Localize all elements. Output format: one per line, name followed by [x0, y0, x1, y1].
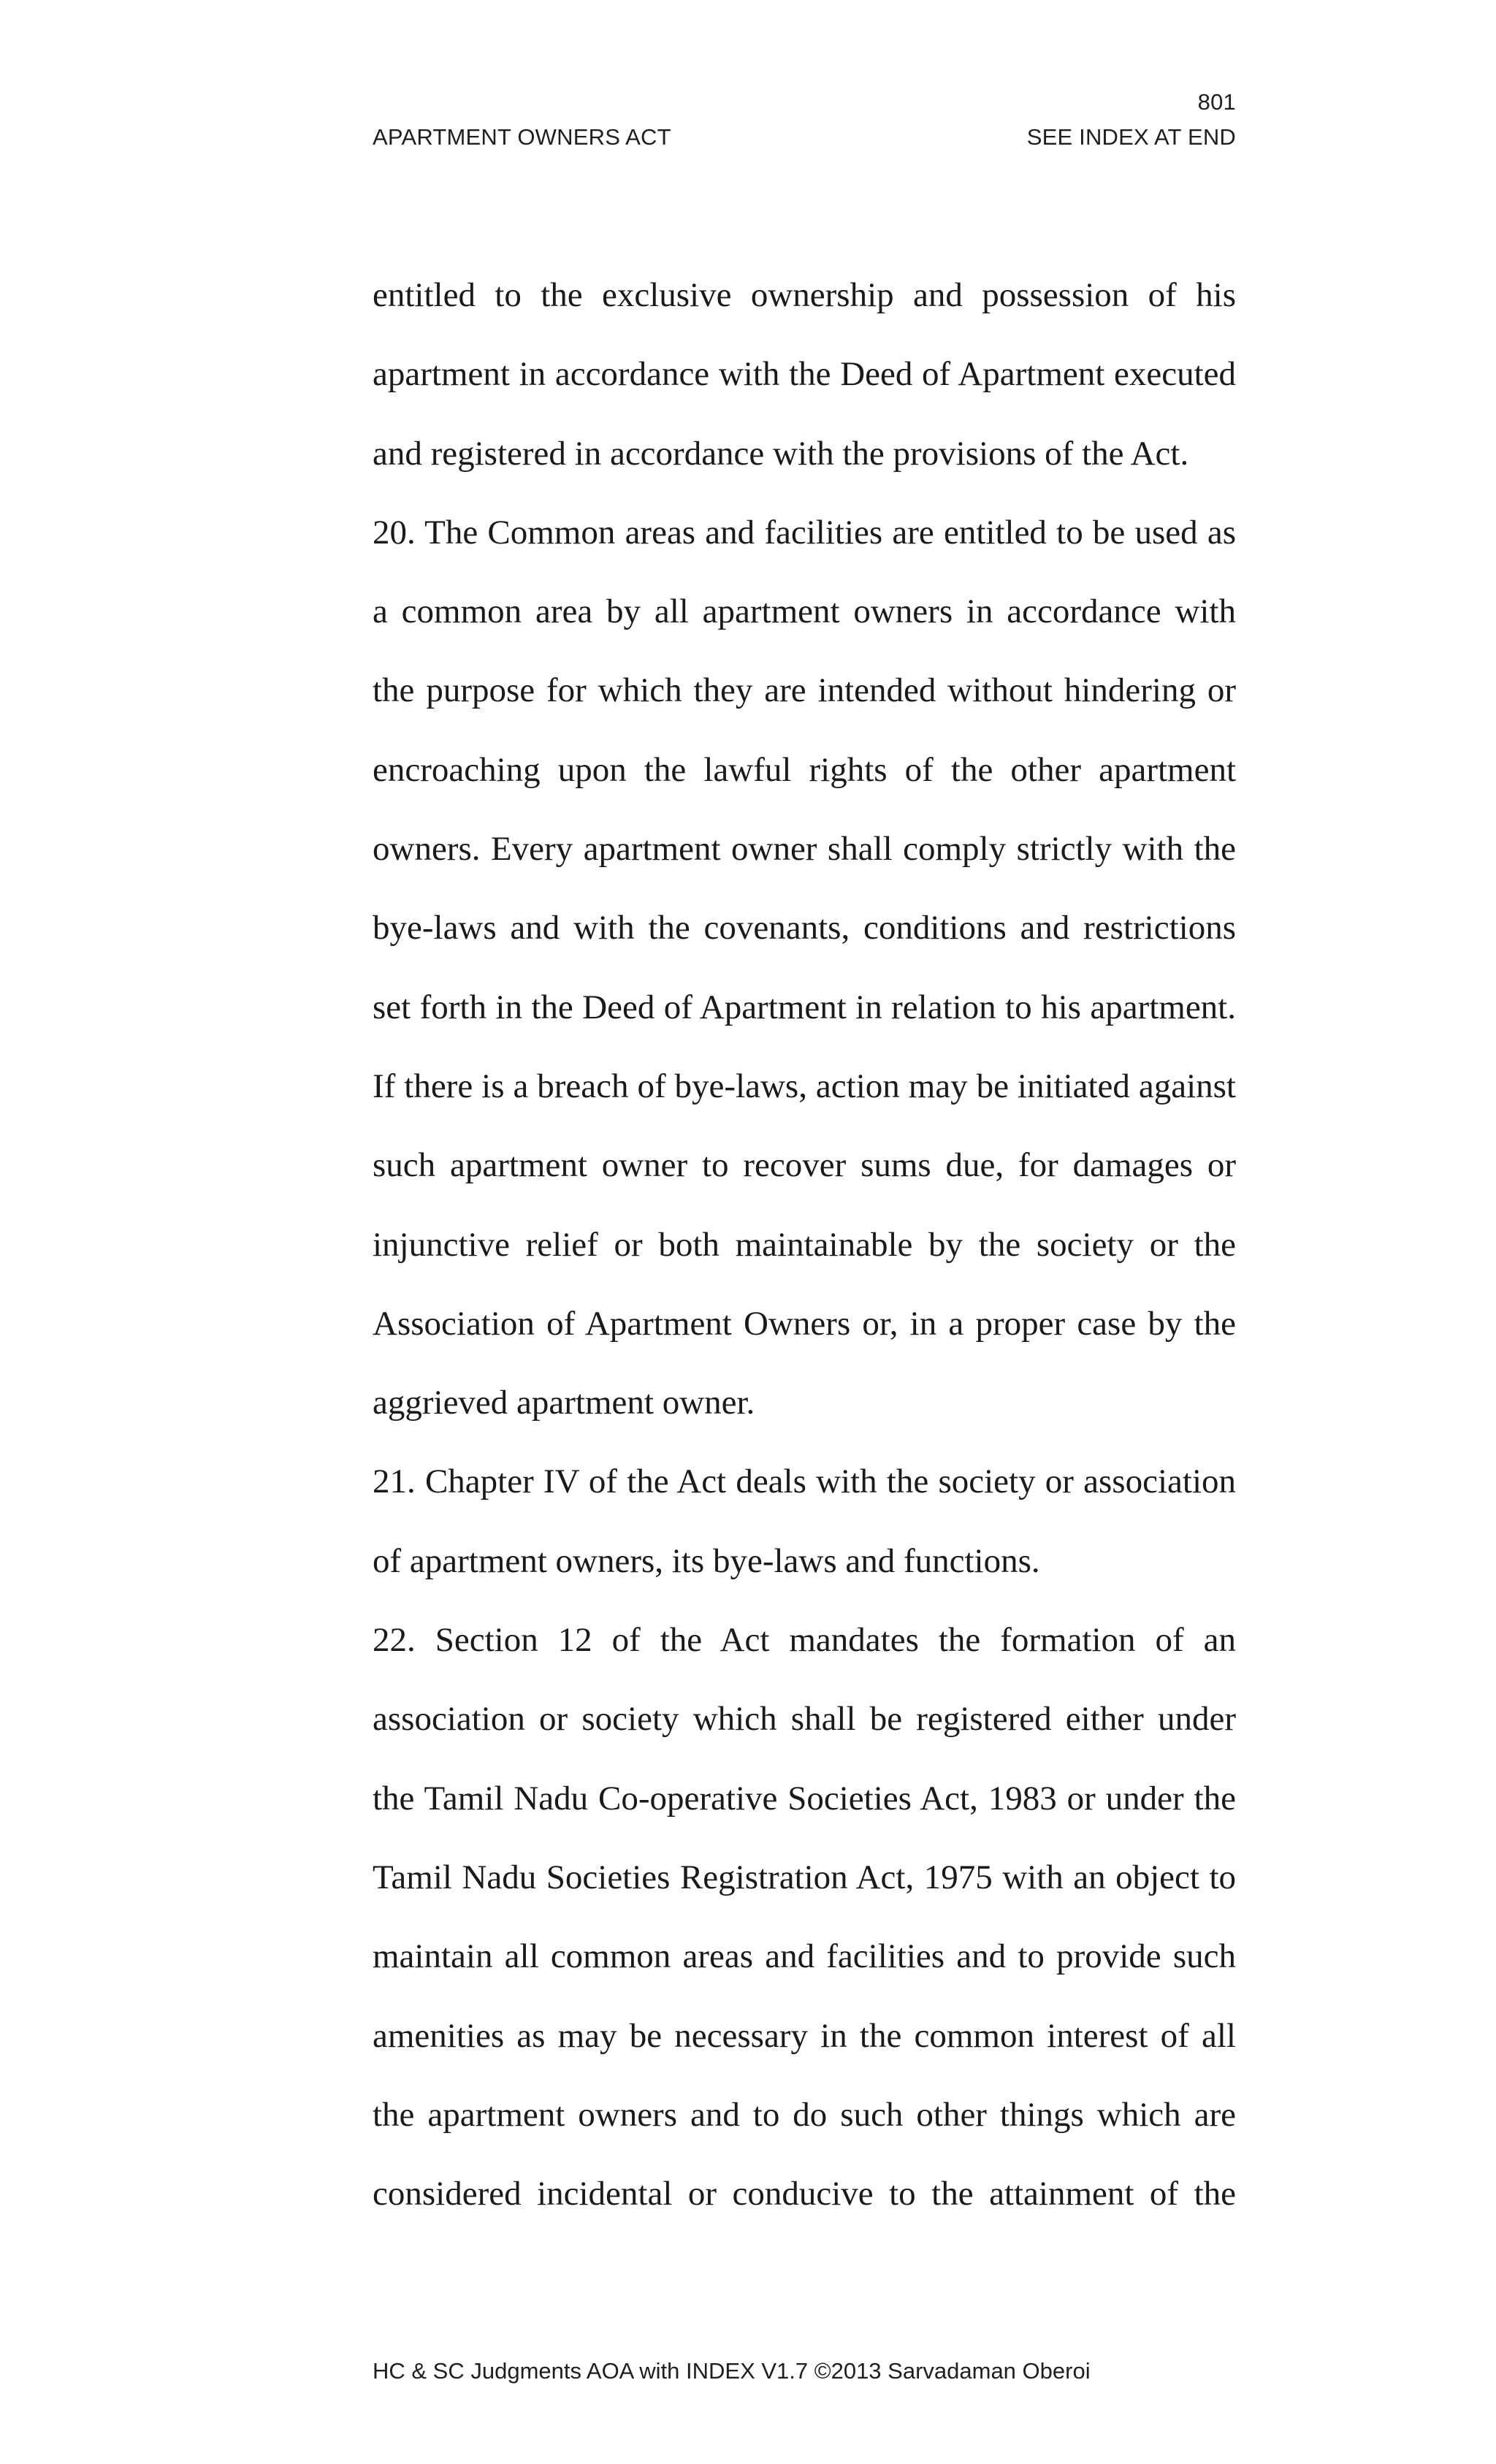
running-header-title: APARTMENT OWNERS ACT: [373, 124, 671, 150]
paragraph-20: 20. The Common areas and facilities are entitled to be used as a common area by all apartment owners in accordance with the purpose for which they are intended without hindering or encroaching upon the lawful rights of the other apartment owners. Every apartment owner shall comply strictly with the bye-laws and with the covenants, conditions and restrictions set forth in the Deed of Apartment in relation to his apartment. If there is a breach of bye-laws, action may be initiated against such apartment owner to recover sums due, for damages or injunctive relief or both maintainable by the society or the Association of Apartment Owners or, in a proper case by the aggrieved apartment owner.: [373, 513, 1236, 1422]
page-number: 801: [1197, 89, 1236, 115]
paragraph-22: 22. Section 12 of the Act mandates the formation of an association or society which shall be registered either under the Tamil Nadu Co-operative Societies Act, 1983 or under the Tamil Nadu Societies Registration Act, 1975 with an object to maintain all common areas and facilities and to provide such amenities as may be necessary in the common interest of all the apartment owners and to do such other things which are considered incidental or conducive to the attainment of the: [373, 1621, 1236, 2213]
running-header-index-note: SEE INDEX AT END: [1026, 124, 1236, 150]
body-text: [373, 256, 1236, 2233]
page-footer: HC & SC Judgments AOA with INDEX V1.7 ©2013 Sarvadaman Oberoi: [373, 2358, 1091, 2384]
paragraph-continuation: entitled to the exclusive ownership and possession of his apartment in accordance with the Deed of Apartment executed and registered in accordance with the provisions of the Act.: [373, 276, 1236, 473]
paragraph-21: 21. Chapter IV of the Act deals with the society or association of apartment owners, its bye-laws and functions.: [373, 1462, 1236, 1580]
